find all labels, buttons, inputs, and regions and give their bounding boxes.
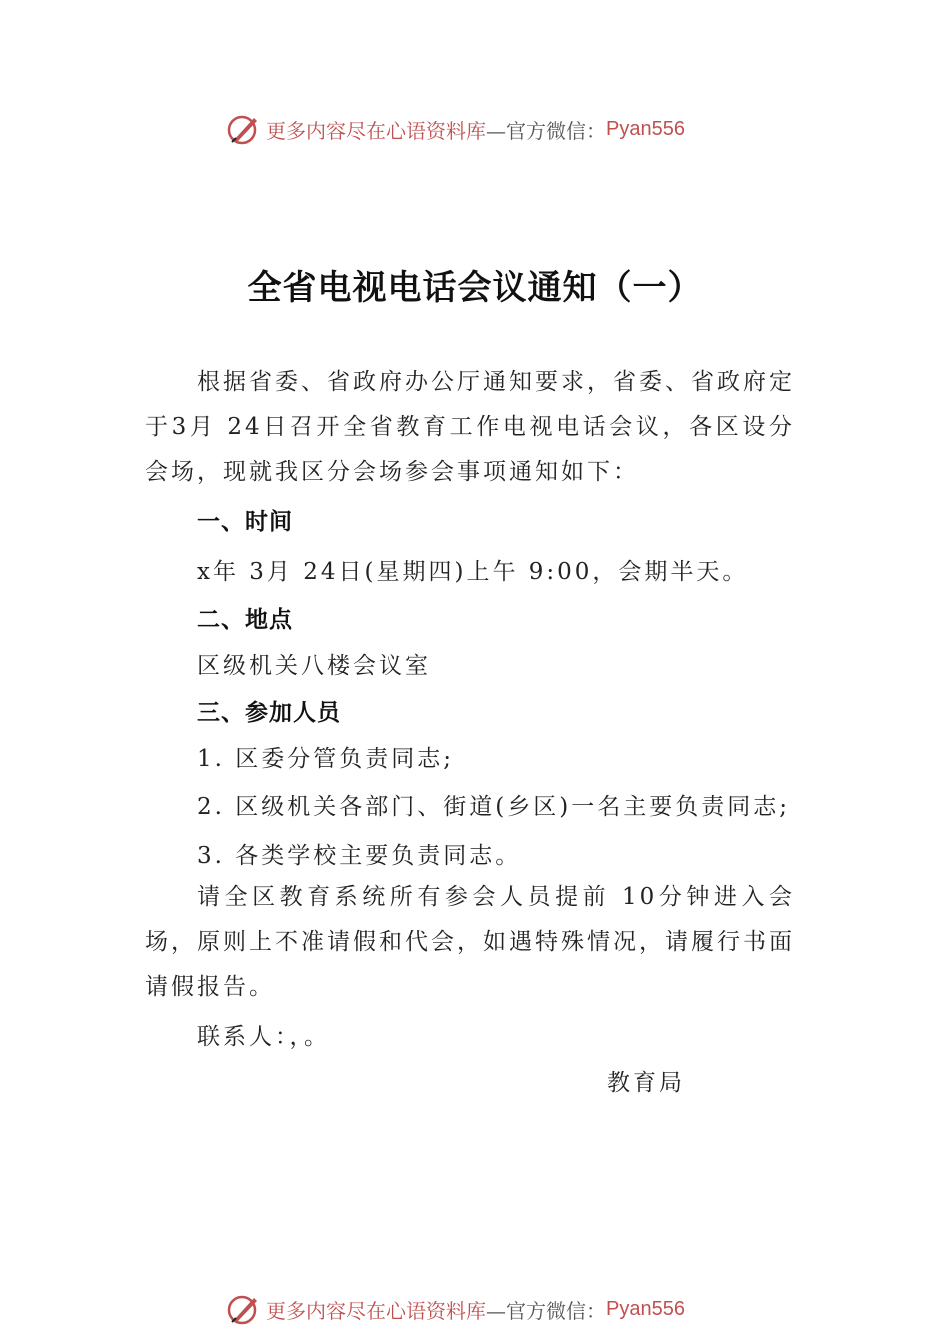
notice-paragraph: 请全区教育系统所有参会人员提前 10分钟进入会场，原则上不准请假和代会，如遇特殊情况，请履行书面请假报告。 [145,884,795,1000]
section-heading-time: 一、时间 [197,509,293,535]
list-item: 1. 区委分管负责同志; [197,746,455,772]
contact-line: 联系人：，。 [197,1024,330,1050]
watermark-wechat-id: Pyan556 [606,1297,685,1320]
intro-paragraph: 根据省委、省政府办公厅通知要求，省委、省政府定于3月 24日召开全省教育工作电视电话会议，各区设分会场，现就我区分会场参会事项通知如下： [145,369,795,485]
section-heading-location: 二、地点 [197,607,293,633]
document-title: 全省电视电话会议通知（一） [247,268,703,308]
quill-pen-icon [226,112,260,146]
section-content-time: x年 3月 24日(星期四)上午 9:00，会期半天。 [197,559,749,585]
list-item: 3. 各类学校主要负责同志。 [197,843,522,869]
quill-pen-icon [226,1292,260,1326]
watermark-banner-bottom [226,1292,685,1326]
watermark-text: 更多内容尽在心语资料库 [266,1298,486,1323]
watermark-text: 更多内容尽在心语资料库 [266,118,486,143]
section-heading-attendees: 三、参加人员 [197,700,341,726]
signature: 教育局 [607,1070,685,1096]
list-item: 2. 区级机关各部门、街道(乡区)一名主要负责同志; [197,794,790,820]
watermark-wechat-label: —官方微信： [486,118,606,143]
watermark-wechat-id: Pyan556 [606,117,685,140]
watermark-banner-top [226,112,685,146]
section-content-location: 区级机关八楼会议室 [197,653,431,679]
watermark-wechat-label: —官方微信： [486,1298,606,1323]
